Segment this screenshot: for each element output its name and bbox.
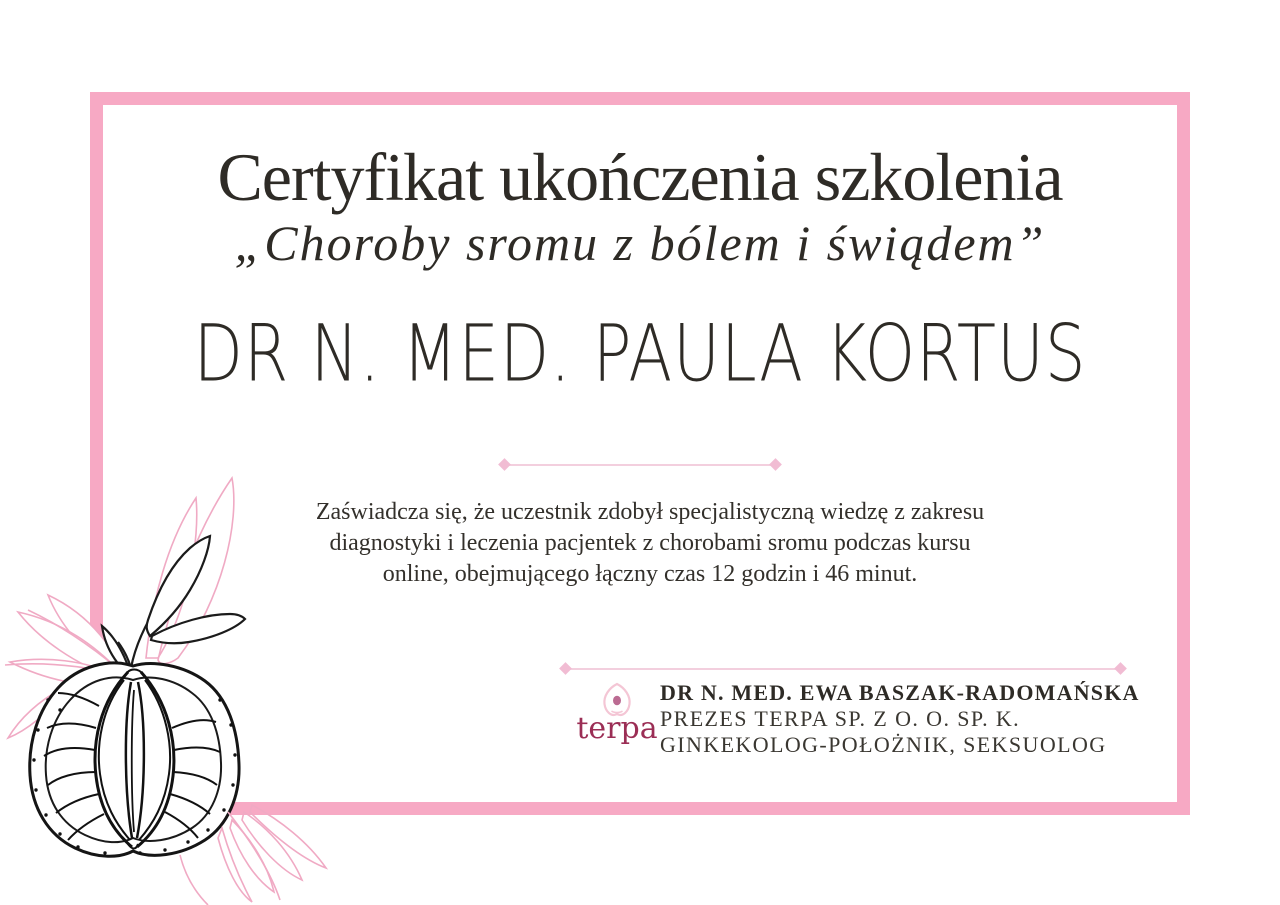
signature-name: DR N. MED. EWA BASZAK-RADOMAŃSKA	[660, 680, 1140, 705]
black-leaves	[102, 536, 245, 668]
terpa-logo-text: terpa	[576, 711, 658, 746]
body-line: online, obejmującego łączny czas 12 godzin i 46 minut.	[382, 561, 918, 587]
body-line: Zaświadcza się, że uczestnik zdobył specjalistyczną wiedzę z zakresu	[315, 499, 985, 525]
certificate-subtitle: „Choroby sromu z bólem i świądem”	[234, 215, 1046, 271]
signature-role: PREZES TERPA SP. Z O. O. SP. K.	[660, 706, 1021, 731]
signature-block	[660, 679, 1140, 758]
vulva-peach-illustration-icon	[0, 460, 345, 905]
ornament-divider-signature	[565, 668, 1121, 670]
recipient-name	[90, 309, 1190, 401]
fruit-body	[30, 663, 239, 856]
terpa-logo	[576, 680, 658, 744]
recipient-name-text: DR N. MED. PAULA KORTUS	[193, 309, 1087, 401]
body-line: diagnostyki i leczenia pacjentek z chorobami sromu podczas kursu	[329, 530, 971, 556]
signature-specialty: GINKEKOLOG-POŁOŻNIK, SEKSUOLOG	[660, 732, 1107, 757]
ornament-divider-top	[504, 464, 776, 466]
certificate-title: Certyfikat ukończenia szkolenia	[217, 139, 1063, 215]
